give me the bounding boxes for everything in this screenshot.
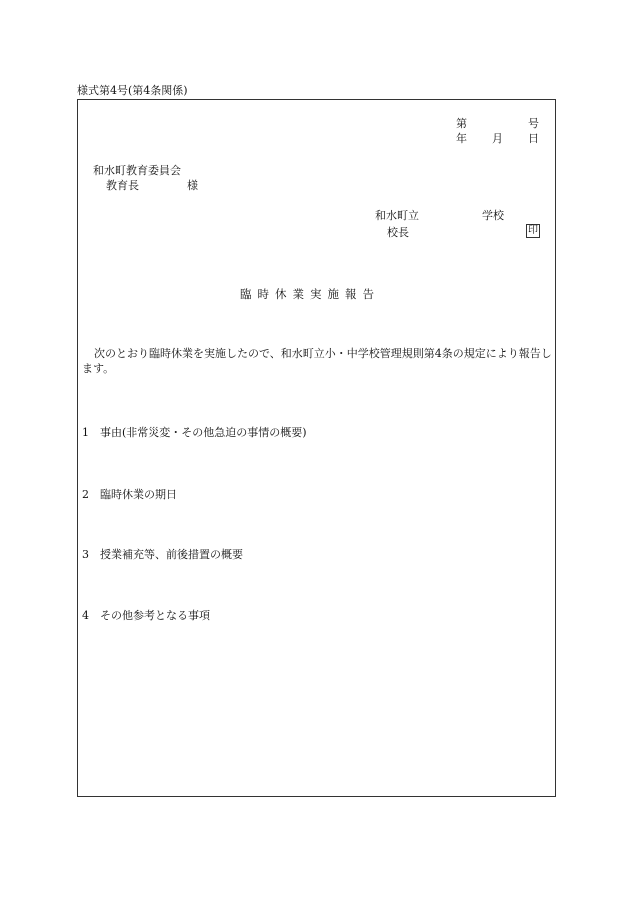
sender-town: 和水町立 — [375, 209, 419, 222]
item-number: 4 — [82, 609, 89, 622]
date-month-label: 月 — [492, 132, 503, 145]
item-label: 授業補充等、前後措置の概要 — [100, 548, 243, 561]
report-item-3 — [82, 548, 243, 562]
recipient-organization: 和水町教育委員会 — [93, 164, 181, 177]
recipient-title: 教育長 — [106, 179, 139, 192]
date-day-label: 日 — [528, 132, 539, 145]
item-label: その他参考となる事項 — [100, 609, 210, 622]
sender-school: 学校 — [482, 209, 504, 222]
form-label: 様式第4号(第4条関係) — [77, 84, 188, 97]
item-label: 事由(非常災変・その他急迫の事情の概要) — [100, 426, 307, 439]
item-number: 2 — [82, 488, 89, 501]
form-frame — [77, 99, 556, 797]
report-item-2 — [82, 488, 177, 502]
item-number: 3 — [82, 548, 89, 561]
doc-number-suffix: 号 — [528, 117, 539, 130]
report-item-1 — [82, 426, 307, 440]
report-title: 臨時休業実施報告 — [240, 287, 380, 301]
seal-icon: 印 — [528, 225, 538, 236]
recipient-honorific: 様 — [187, 179, 198, 192]
item-number: 1 — [82, 426, 89, 439]
item-label: 臨時休業の期日 — [100, 488, 177, 501]
sender-title: 校長 — [387, 226, 409, 239]
report-item-4 — [82, 609, 210, 623]
body-text: 次のとおり臨時休業を実施したので、和水町立小・中学校管理規則第4条の規定により報告します。 — [82, 347, 552, 375]
doc-number-prefix: 第 — [456, 117, 467, 130]
date-year-label: 年 — [456, 132, 467, 145]
